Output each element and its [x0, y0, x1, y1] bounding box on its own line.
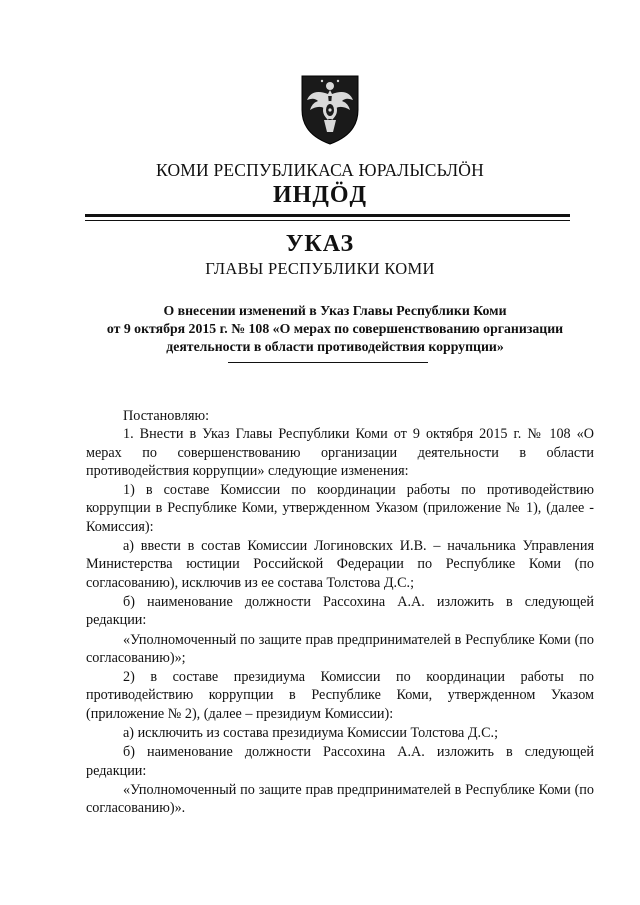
komi-republic-coat-of-arms-icon [298, 70, 362, 146]
header-komi-doc-type: ИНДӦД [272, 182, 368, 208]
document-type: УКАЗ [285, 231, 355, 257]
body-paragraph: «Уполномоченный по защите прав предпринимателей в Республике Коми (по согласованию)»; [86, 631, 594, 666]
subject-line: деятельности в области противодействия коррупции» [166, 339, 504, 354]
body-paragraph: б) наименование должности Рассохина А.А. изложить в следующей редакции: [86, 593, 594, 629]
header-divider-thin [85, 220, 570, 221]
document-body [86, 407, 594, 818]
body-paragraph: 2) в составе президиума Комиссии по координации работы по противодействию коррупции в Республике Коми, утвержденном Указом (приложение № 2), (далее – президиум Комиссии): [86, 669, 594, 722]
header-komi-title: КОМИ РЕСПУБЛИКАСА ЮРАЛЫСЬЛӦН [156, 160, 484, 180]
body-paragraph: а) исключить из состава президиума Комиссии Толстова Д.С.; [123, 725, 499, 742]
body-paragraph: 1) в составе Комиссии по координации работы по противодействию коррупции в Республике Коми, утвержденном Указом (приложение № 1), (далее - Комиссия): [86, 482, 594, 535]
body-paragraph: 1. Внести в Указ Главы Республики Коми от 9 октября 2015 г. № 108 «О мерах по совершенствованию организации деятельности в области противодействия коррупции» следующие изменения: [86, 426, 594, 479]
body-paragraph: «Уполномоченный по защите прав предпринимателей в Республике Коми (по согласованию)». [86, 781, 594, 817]
header-divider-thick [85, 214, 570, 217]
body-paragraph: Постановляю: [123, 408, 210, 424]
body-paragraph: б) наименование должности Рассохина А.А. изложить в следующей редакции: [86, 744, 594, 779]
subject-line: О внесении изменений в Указ Главы Республики Коми [163, 303, 507, 318]
document-subject [80, 302, 590, 356]
document-issuer: ГЛАВЫ РЕСПУБЛИКИ КОМИ [205, 259, 435, 278]
body-paragraph: а) ввести в состав Комиссии Логиновских И.В. – начальника Управления Министерства юстиции Российской Федерации по Республике Коми (по согласованию), исключив из ее состава Толстова Д.С.; [86, 538, 594, 591]
subject-underline [228, 362, 428, 363]
subject-line: от 9 октября 2015 г. № 108 «О мерах по совершенствованию организации [106, 321, 564, 336]
